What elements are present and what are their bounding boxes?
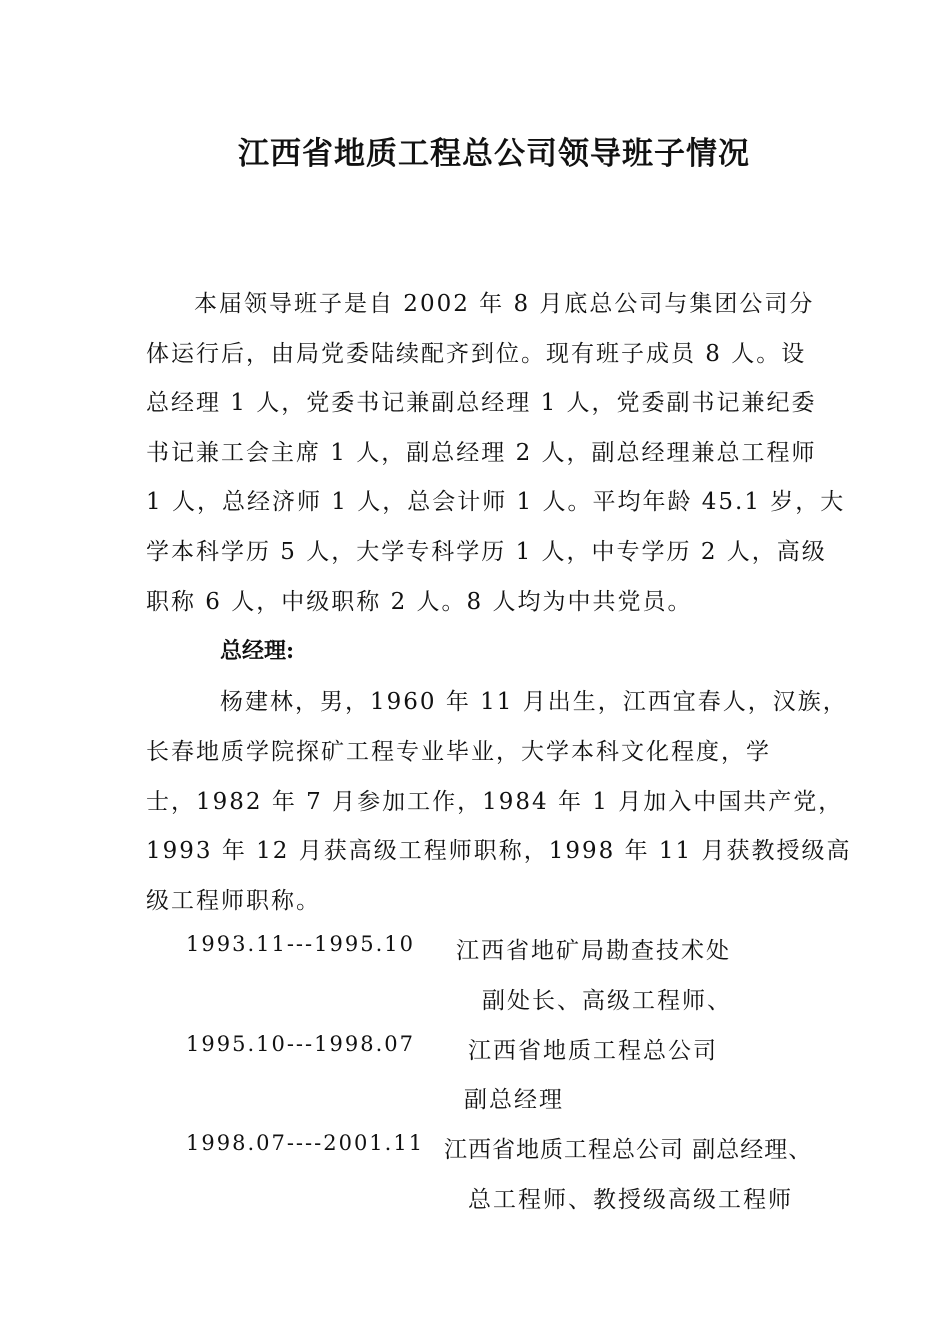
- bio-line: 杨建林，男，1960 年 11 月出生，江西宜春人，汉族，: [220, 689, 848, 715]
- intro-line: 职称 6 人，中级职称 2 人。8 人均为中共党员。: [146, 589, 693, 615]
- career-position: 江西省地矿局勘查技术处: [456, 938, 731, 964]
- career-position: 江西省地质工程总公司: [468, 1038, 718, 1064]
- intro-line: 总经理 1 人，党委书记兼副总经理 1 人，党委副书记兼纪委: [146, 390, 817, 416]
- intro-line: 本届领导班子是自 2002 年 8 月底总公司与集团公司分: [194, 291, 815, 317]
- section-heading: 总经理:: [220, 638, 295, 664]
- bio-line: 士，1982 年 7 月参加工作，1984 年 1 月加入中国共产党，: [146, 789, 844, 815]
- intro-line: 学本科学历 5 人，大学专科学历 1 人，中专学历 2 人，高级: [146, 539, 827, 565]
- bio-line: 1993 年 12 月获高级工程师职称，1998 年 11 月获教授级高: [146, 838, 852, 864]
- career-position: 江西省地质工程总公司 副总经理、: [444, 1137, 813, 1163]
- career-title: 副处长、高级工程师、: [482, 988, 732, 1014]
- career-title: 总工程师、教授级高级工程师: [468, 1187, 793, 1213]
- career-period: 1995.10---1998.07: [186, 1032, 415, 1056]
- career-period: 1998.07----2001.11: [186, 1131, 425, 1155]
- intro-line: 书记兼工会主席 1 人，副总经理 2 人，副总经理兼总工程师: [146, 440, 817, 466]
- career-title: 副总经理: [464, 1087, 564, 1113]
- intro-line: 1 人，总经济师 1 人，总会计师 1 人。平均年龄 45.1 岁，大: [146, 489, 846, 515]
- bio-line: 级工程师职称。: [146, 888, 321, 914]
- document-title: 江西省地质工程总公司领导班子情况: [238, 136, 750, 172]
- career-period: 1993.11---1995.10: [186, 932, 415, 956]
- intro-line: 体运行后，由局党委陆续配齐到位。现有班子成员 8 人。设: [146, 341, 807, 367]
- bio-line: 长春地质学院探矿工程专业毕业，大学本科文化程度，学: [146, 739, 771, 765]
